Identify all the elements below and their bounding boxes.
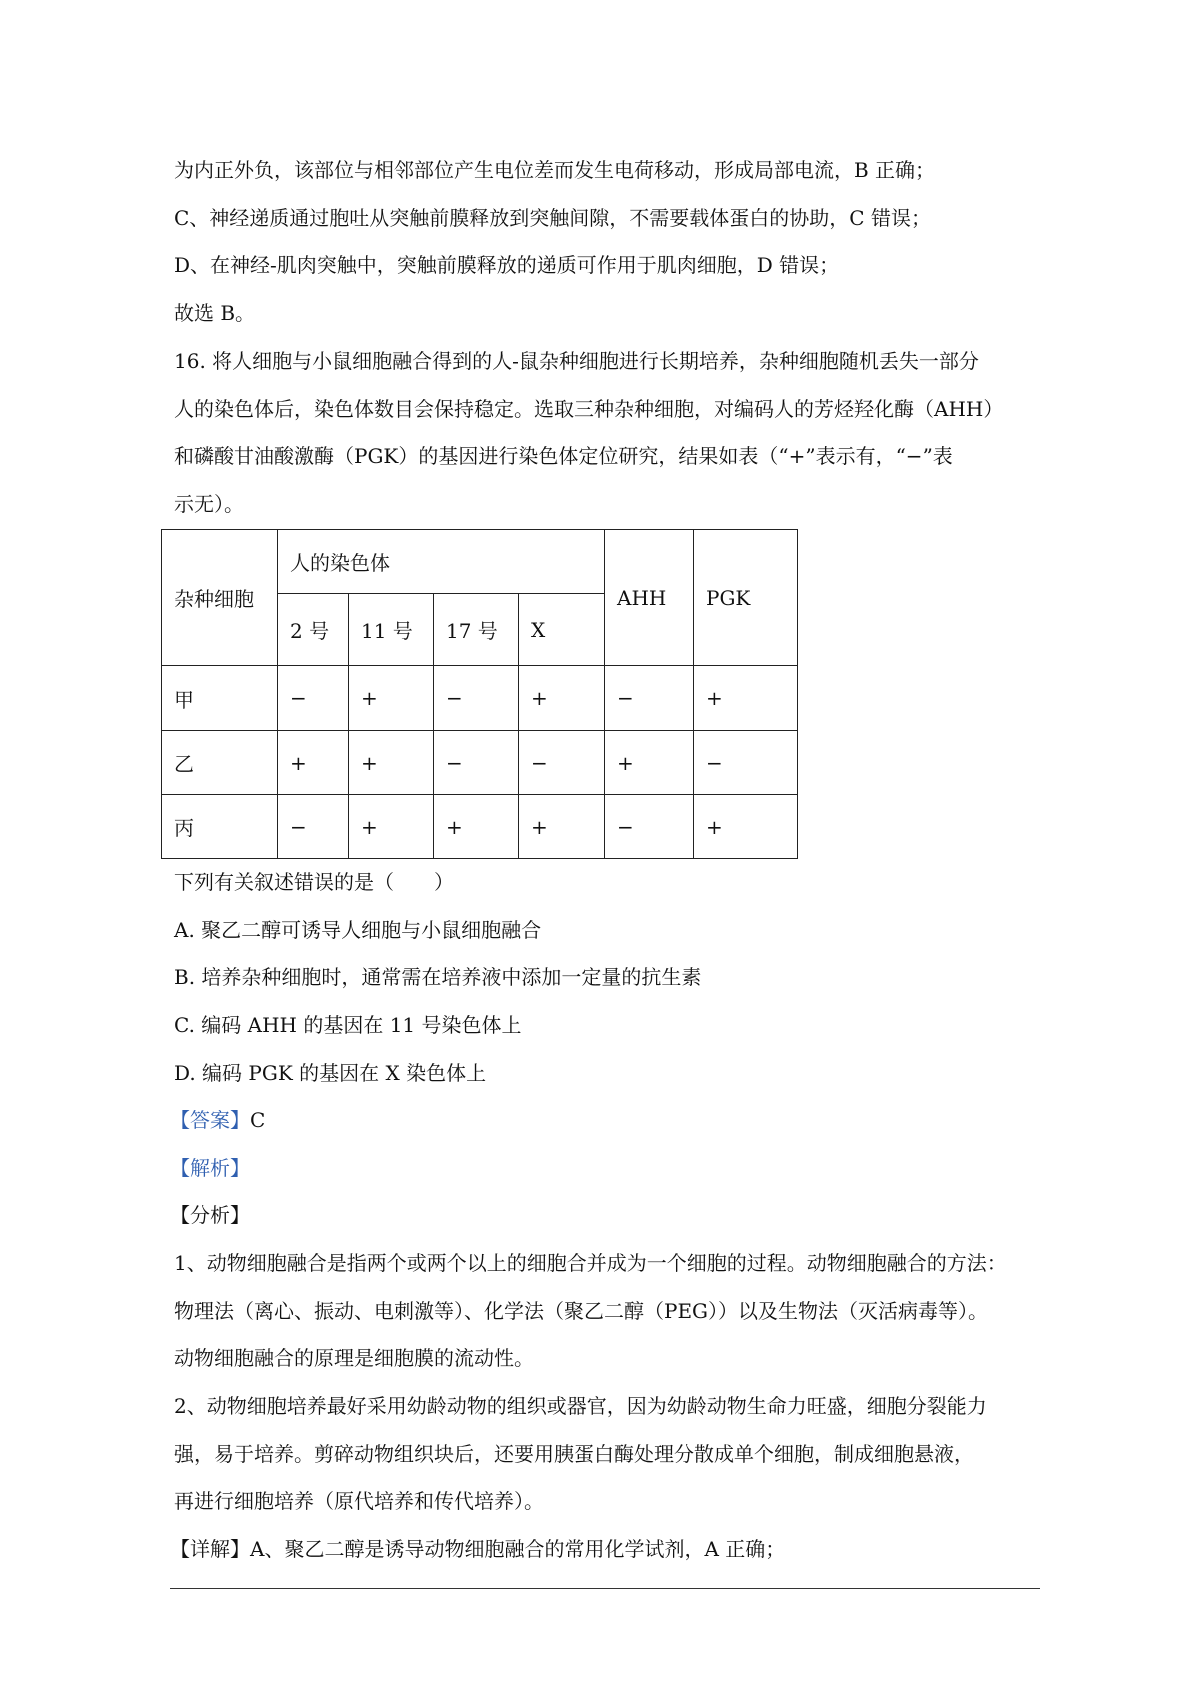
value-cell: − <box>278 666 349 731</box>
answer-line <box>170 1106 265 1134</box>
text-line: C、神经递质通过胞吐从突触前膜释放到突触间隙，不需要载体蛋白的协助，C 错误； <box>174 206 931 230</box>
row-name-cell: 甲 <box>162 666 278 731</box>
group-header-cell: 人的染色体 <box>278 530 605 594</box>
text-line: 为内正外负，该部位与相邻部位产生电位差而发生电荷移动，形成局部电流，B 正确； <box>174 158 936 182</box>
value-cell: + <box>434 795 519 859</box>
analysis-line: 2、动物细胞培养最好采用幼龄动物的组织或器官，因为幼龄动物生命力旺盛，细胞分裂能力 <box>174 1394 987 1418</box>
value-cell: − <box>519 731 605 795</box>
fenxi-tag: 【分析】 <box>170 1203 250 1227</box>
footer-rule <box>170 1588 1040 1589</box>
row-name-cell: 丙 <box>162 795 278 859</box>
analysis-line: 动物细胞融合的原理是细胞膜的流动性。 <box>174 1346 534 1370</box>
value-cell: + <box>278 731 349 795</box>
text-line: 示无）。 <box>174 492 244 516</box>
value-cell: + <box>349 795 434 859</box>
chromosome-header-cell: X <box>519 594 605 666</box>
answer-tag: 【答案】 <box>170 1108 250 1132</box>
text-line: 和磷酸甘油酸激酶（PGK）的基因进行染色体定位研究，结果如表（“+”表示有，“−”表 <box>174 444 953 468</box>
option-d: D. 编码 PGK 的基因在 X 染色体上 <box>174 1061 487 1085</box>
analysis-line: 强，易于培养。剪碎动物组织块后，还要用胰蛋白酶处理分散成单个细胞，制成细胞悬液， <box>174 1442 974 1466</box>
value-cell: − <box>434 666 519 731</box>
value-cell: + <box>605 731 694 795</box>
value-cell: − <box>434 731 519 795</box>
chromosome-header-cell: 17 号 <box>434 594 519 666</box>
ahh-header-cell: AHH <box>605 530 694 666</box>
chromosome-table <box>161 529 798 859</box>
chromosome-header-cell: 2 号 <box>278 594 349 666</box>
answer-value: C <box>250 1108 266 1132</box>
row-name-cell: 乙 <box>162 731 278 795</box>
value-cell: + <box>519 666 605 731</box>
value-cell: − <box>694 731 798 795</box>
option-a: A. 聚乙二醇可诱导人细胞与小鼠细胞融合 <box>174 918 542 942</box>
table-row <box>162 666 798 731</box>
detail-line <box>170 1535 785 1563</box>
text-line: 故选 B。 <box>174 301 256 325</box>
detail-text: A、聚乙二醇是诱导动物细胞融合的常用化学试剂，A 正确； <box>250 1537 786 1561</box>
chromosome-header-cell: 11 号 <box>349 594 434 666</box>
table-row <box>162 731 798 795</box>
table-row <box>162 795 798 859</box>
text-line: 人的染色体后，染色体数目会保持稳定。选取三种杂种细胞，对编码人的芳烃羟化酶（AHH） <box>174 397 1004 421</box>
pgk-header-cell: PGK <box>694 530 798 666</box>
detail-tag: 【详解】 <box>170 1537 250 1561</box>
question-16-line: 16. 将人细胞与小鼠细胞融合得到的人-鼠杂种细胞进行长期培养，杂种细胞随机丢失一部分 <box>174 349 979 373</box>
value-cell: − <box>605 666 694 731</box>
value-cell: + <box>694 795 798 859</box>
value-cell: − <box>278 795 349 859</box>
analysis-line: 1、动物细胞融合是指两个或两个以上的细胞合并成为一个细胞的过程。动物细胞融合的方法： <box>174 1251 1007 1275</box>
analysis-tag: 【解析】 <box>170 1156 250 1180</box>
value-cell: + <box>694 666 798 731</box>
option-c: C. 编码 AHH 的基因在 11 号染色体上 <box>174 1013 522 1037</box>
analysis-line: 再进行细胞培养（原代培养和传代培养）。 <box>174 1489 544 1513</box>
value-cell: + <box>349 666 434 731</box>
value-cell: − <box>605 795 694 859</box>
analysis-line: 物理法（离心、振动、电刺激等）、化学法（聚乙二醇（PEG））以及生物法（灭活病毒等）。 <box>174 1299 989 1323</box>
value-cell: + <box>519 795 605 859</box>
question-stem: 下列有关叙述错误的是（ ） <box>174 870 454 894</box>
row-header-cell: 杂种细胞 <box>162 530 278 666</box>
text-line: D、在神经-肌肉突触中，突触前膜释放的递质可作用于肌肉细胞，D 错误； <box>174 253 840 277</box>
option-b: B. 培养杂种细胞时，通常需在培养液中添加一定量的抗生素 <box>174 965 702 989</box>
value-cell: + <box>349 731 434 795</box>
